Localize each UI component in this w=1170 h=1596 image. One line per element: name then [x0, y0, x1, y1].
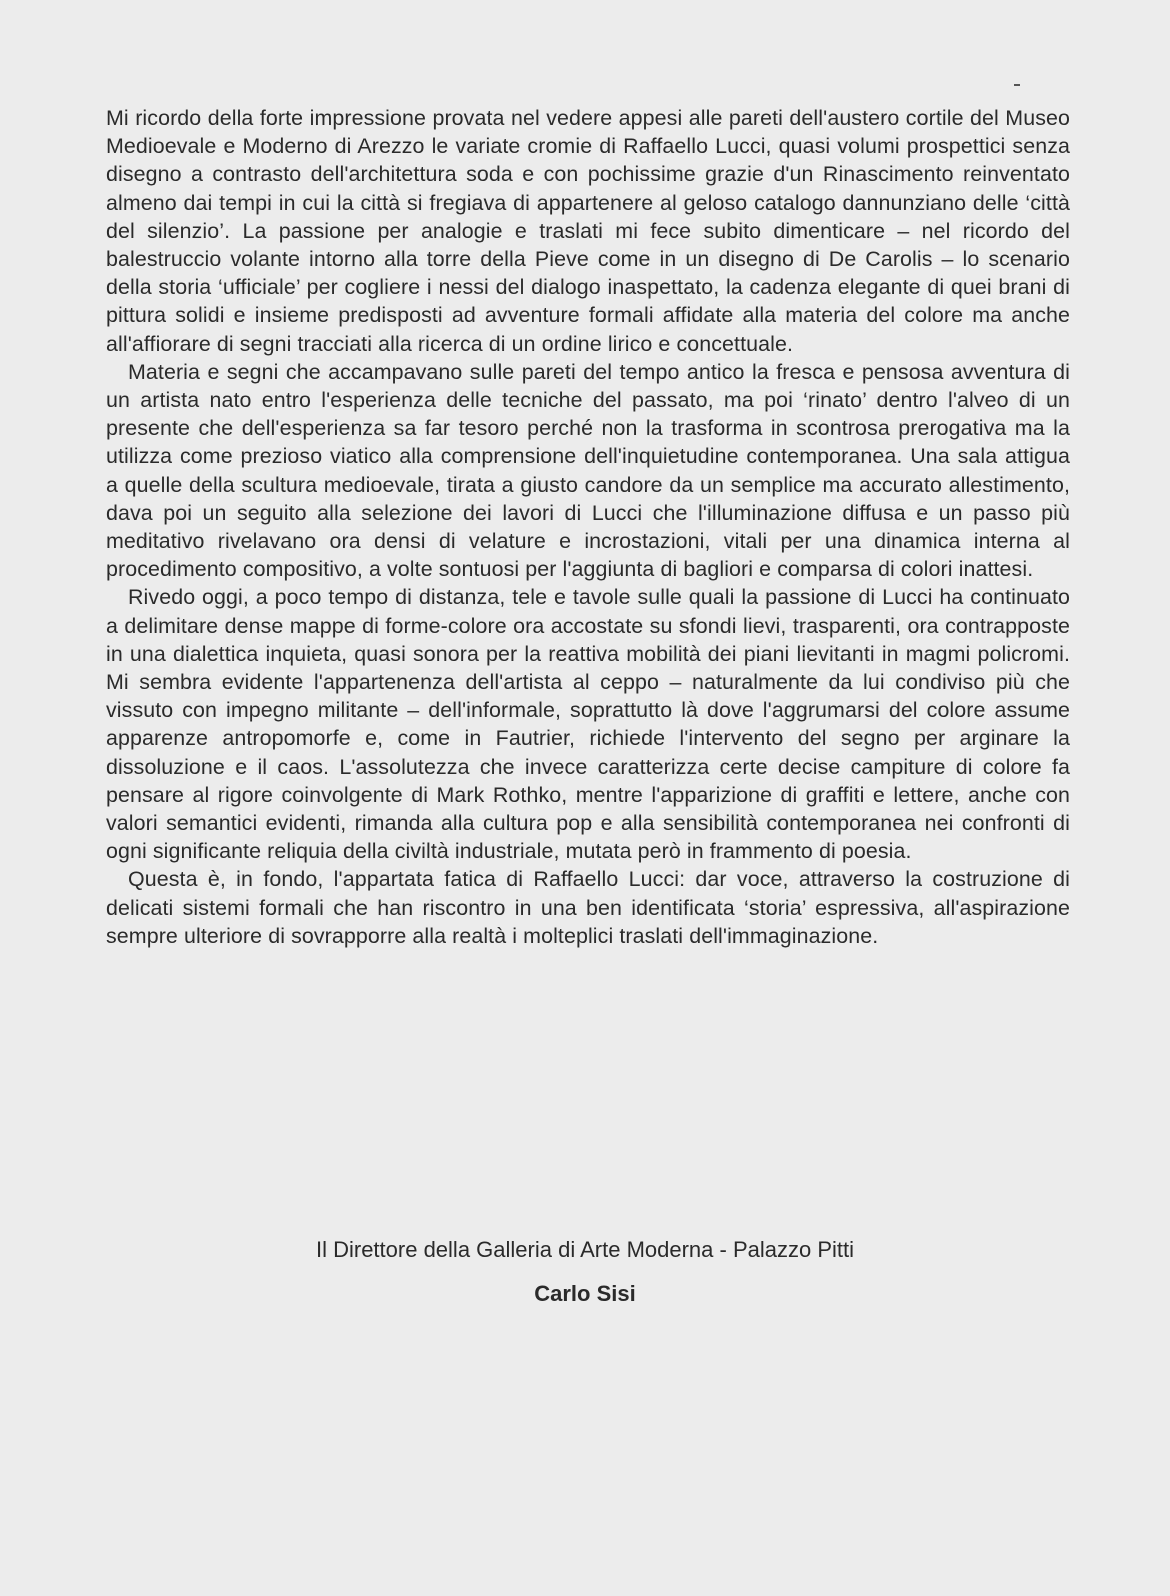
signature-role: Il Direttore della Galleria di Arte Moderna - Palazzo Pitti: [315, 1237, 854, 1262]
signature-name: Carlo Sisi: [534, 1281, 636, 1306]
essay-body: [106, 104, 1070, 950]
paragraph-4: Questa è, in fondo, l'appartata fatica di Raffaello Lucci: dar voce, attraverso la costruzione di delicati sistemi formali che han riscontro in una ben identificata ‘storia’ espressiva, all'aspirazione sempre ulteriore di sovrapporre alla realtà i molteplici traslati dell'immaginazione.: [106, 867, 1070, 948]
paragraph-2: Materia e segni che accampavano sulle pareti del tempo antico la fresca e pensosa avventura di un artista nato entro l'esperienza delle tecniche del passato, ma poi ‘rinato’ dentro l'alveo di un presente che dell'esperienza sa far tesoro perché non la trasforma in scontrosa prerogativa ma la utilizza come prezioso viatico alla comprensione dell'inquietudine contemporanea. Una sala attigua a quelle della scultura medioevale, tirata a giusto candore da un semplice ma accurato allestimento, dava poi un seguito alla selezione dei lavori di Lucci che l'illuminazione diffusa e un passo più meditativo rivelavano ora densi di velature e incrostazioni, vitali per una dinamica interna al procedimento compositivo, a volte sontuosi per l'aggiunta di bagliori e comparsa di colori inattesi.: [106, 359, 1070, 582]
paragraph-1: Mi ricordo della forte impressione provata nel vedere appesi alle pareti dell'austero cortile del Museo Medioevale e Moderno di Arezzo le variate cromie di Raffaello Lucci, quasi volumi prospettici senza disegno a contrasto dell'architettura soda e con pochissime grazie d'un Rinascimento reinventato almeno dai tempi in cui la città si fregiava di appartenere al geloso catalogo dannunziano delle ‘città del silenzio’. La passione per analogie e traslati mi fece subito dimenticare – nel ricordo del balestruccio volante intorno alla torre della Pieve come in un disegno di De Carolis – lo scenario della storia ‘ufficiale’ per cogliere i nessi del dialogo inaspettato, la cadenza elegante di quei brani di pittura solidi e insieme predisposti ad avventure formali affidate alla materia del colore ma anche all'affiorare di segni tracciati alla ricerca di un ordine lirico e concettuale.: [106, 106, 1070, 356]
paragraph-3: Rivedo oggi, a poco tempo di distanza, tele e tavole sulle quali la passione di Lucci ha continuato a delimitare dense mappe di forme-colore ora accostate su sfondi lievi, trasparenti, ora contrapposte in una dialettica inquieta, quasi sonora per la reattiva mobilità dei piani lievitanti in magmi policromi. Mi sembra evidente l'appartenenza dell'artista al ceppo – naturalmente da lui condiviso più che vissuto con impegno militante – dell'informale, soprattutto là dove l'aggrumarsi del colore assume apparenze antropomorfe e, come in Fautrier, richiede l'intervento del segno per arginare la dissoluzione e il caos. L'assolutezza che invece caratterizza certe decise campiture di colore fa pensare al rigore coinvolgente di Mark Rothko, mentre l'apparizione di graffiti e lettere, anche con valori semantici evidenti, rimanda alla cultura pop e alla sensibilità contemporanea nei confronti di ogni significante reliquia della civiltà industriale, mutata però in frammento di poesia.: [106, 585, 1070, 864]
stray-mark: [1014, 84, 1020, 86]
